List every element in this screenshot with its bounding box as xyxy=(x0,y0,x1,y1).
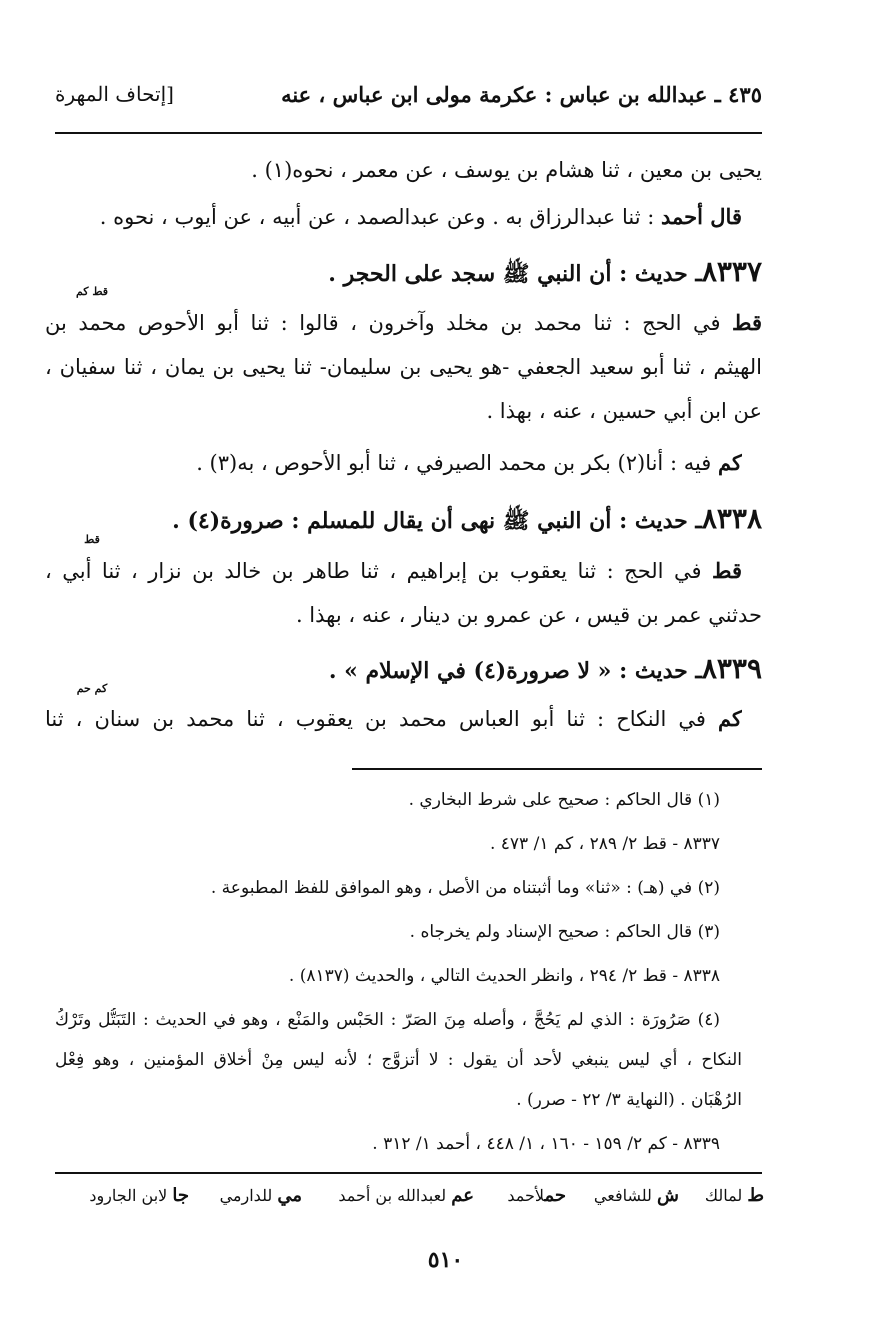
footnote: ٨٣٣٩ - كم ٢/ ١٥٩ - ١٦٠ ، ١/ ٤٤٨ ، أحمد ١/ ٣١٢ . xyxy=(372,1134,720,1154)
book-title: [إتحاف المهرة xyxy=(55,82,174,106)
footnotes xyxy=(55,0,742,1170)
text-line: يحيى بن معين ، ثنا هشام بن يوسف ، عن معمر ، نحوه(١) . xyxy=(251,158,762,182)
footnote: ٨٣٣٧ - قط ٢/ ٢٨٩ ، كم ١/ ٤٧٣ . xyxy=(489,834,720,854)
text-line: قال أحمد : ثنا عبدالرزاق به . وعن عبدالصمد ، عن أبيه ، عن أيوب ، نحوه . xyxy=(99,204,742,229)
hadith-number: ٨٣٣٩ xyxy=(701,652,762,685)
legend-item: ط لمالك xyxy=(704,1185,764,1206)
hadith-number: ٨٣٣٧ xyxy=(701,255,762,288)
legend-item: عم لعبدالله بن أحمد xyxy=(338,1185,474,1206)
footnote: (٣) قال الحاكم : صحيح الإسناد ولم يخرجاه . xyxy=(409,922,720,942)
hadith-number: ٨٣٣٨ xyxy=(701,502,762,535)
legend-item: مي للدارمي xyxy=(219,1185,302,1206)
legend-item: حملأحمد xyxy=(507,1185,566,1206)
text-line: الهيثم ، ثنا أبو سعيد الجعفي -هو يحيى بن سليمان- ثنا يحيى بن يمان ، ثنا سفيان ، xyxy=(45,355,762,379)
text-line: حدثني عمر بن قيس ، عن عمرو بن دينار ، عنه ، بهذا . xyxy=(295,603,762,627)
text-line: عن ابن أبي حسين ، عنه ، بهذا . xyxy=(486,399,762,423)
hadith-heading: ـ حديث : أن النبي ﷺ نهى أن يقال للمسلم : صرورة(٤) . xyxy=(172,508,702,534)
footnote-continuation: الرُهْبَان . (النهاية ٣/ ٢٢ - صرر) . xyxy=(516,1090,742,1110)
hadith-sigla: قط xyxy=(84,533,100,546)
legend-item: جا لابن الجارود xyxy=(89,1185,189,1206)
text-line: كم في النكاح : ثنا أبو العباس محمد بن يعقوب ، ثنا محمد بن سنان ، ثنا xyxy=(45,706,742,731)
hadith-heading: ـ حديث : « لا صرورة(٤) في الإسلام » . xyxy=(328,658,702,684)
hadith-sigla: قط كم xyxy=(75,285,109,298)
footnote: (٢) في (هـ) : «ثنا» وما أثبتناه من الأصل ، وهو الموافق للفظ المطبوعة . xyxy=(210,878,720,898)
footnote: (٤) صَرُورَة : الذي لم يَحُجَّ ، وأصله مِنَ الصَرّ : الحَبْس والمَنْع ، وهو في الحديث : التَبَتُّل وتَرْكُ xyxy=(55,1010,720,1030)
text-line: قط في الحج : ثنا يعقوب بن إبراهيم ، ثنا طاهر بن خالد بن نزار ، ثنا أبي ، xyxy=(45,558,742,583)
text-line: قط في الحج : ثنا محمد بن مخلد وآخرون ، قالوا : ثنا أبو الأحوص محمد بن xyxy=(45,310,762,335)
hadith-sigla: كم حم xyxy=(76,682,108,695)
running-title: ٤٣٥ ـ عبدالله بن عباس : عكرمة مولى ابن عباس ، عنه xyxy=(281,82,762,107)
footnote: ٨٣٣٨ - قط ٢/ ٢٩٤ ، وانظر الحديث التالي ، والحديث (٨١٣٧) . xyxy=(288,966,720,986)
hadith-heading: ـ حديث : أن النبي ﷺ سجد على الحجر . xyxy=(328,261,702,287)
page-number: ٥١٠ xyxy=(427,1247,464,1273)
text-line: كم فيه : أنا(٢) بكر بن محمد الصيرفي ، ثنا أبو الأحوص ، به(٣) . xyxy=(196,450,742,475)
legend-item: ش للشافعي xyxy=(593,1185,679,1206)
legend-rule xyxy=(55,1172,762,1174)
footnote-continuation: النكاح ، أي ليس ينبغي لأحد أن يقول : لا أتزوَّج ؛ لأنه ليس مِنْ أخلاق المؤمنين ، وهو فِعْل xyxy=(55,1050,742,1070)
footnote: (١) قال الحاكم : صحيح على شرط البخاري . xyxy=(408,790,720,810)
abbreviation-legend xyxy=(52,1185,764,1215)
